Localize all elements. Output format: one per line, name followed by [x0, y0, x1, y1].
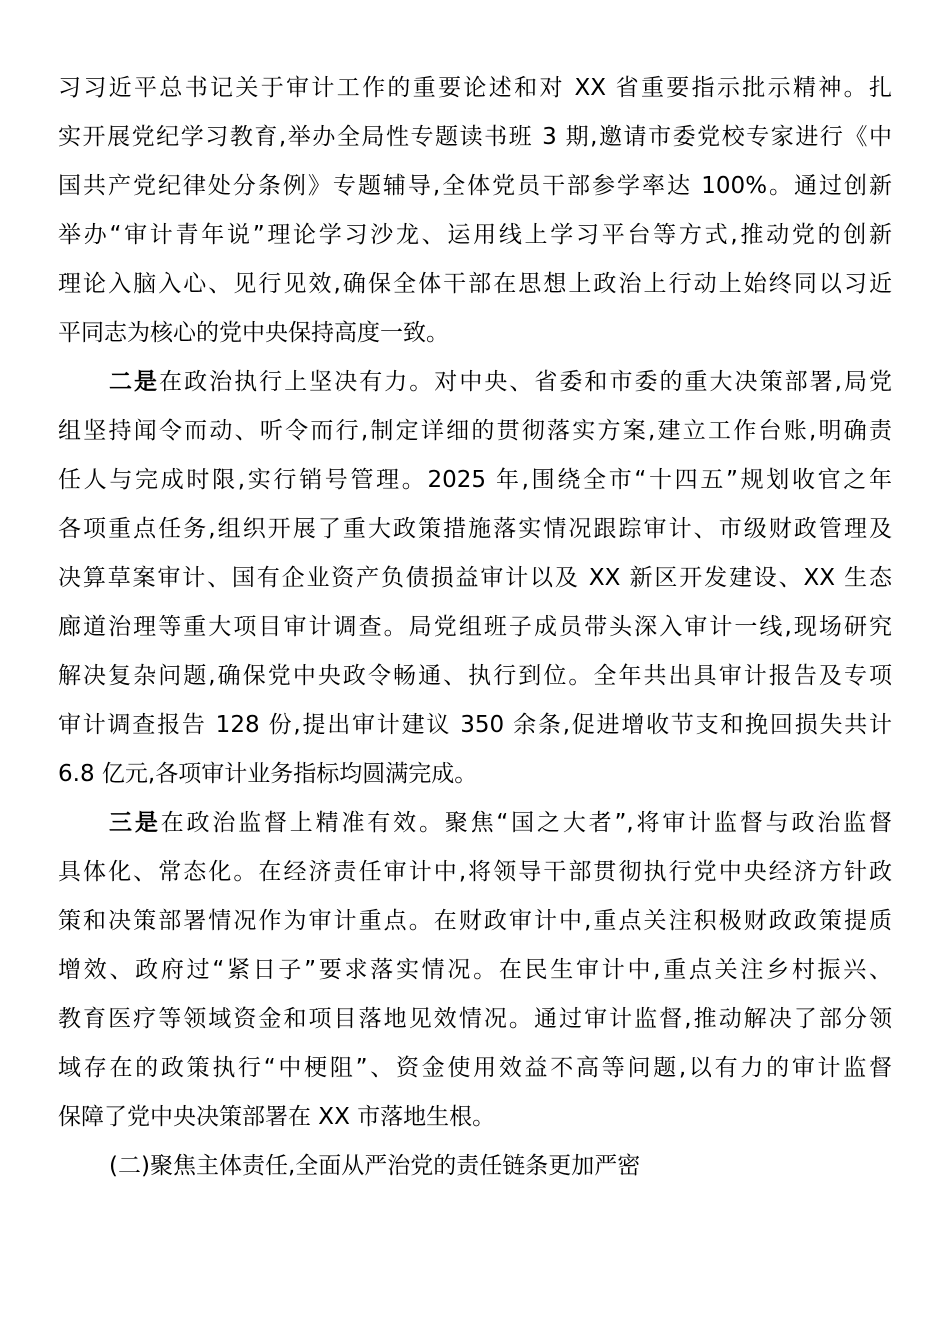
text-line: 6.8 亿元,各项审计业务指标均圆满完成。 — [58, 761, 478, 787]
text-line — [58, 362, 892, 411]
document-page — [58, 68, 892, 1195]
text-line: 增效、政府过“紧日子”要求落实情况。在民生审计中,重点关注乡村振兴、 — [58, 957, 892, 983]
text-line — [58, 803, 892, 852]
text-line: 平同志为核心的党中央保持高度一致。 — [58, 320, 449, 346]
text-line: 审计调查报告 128 份,提出审计建议 350 余条,促进增收节支和挽回损失共计 — [58, 712, 892, 738]
paragraph-political-supervision — [58, 803, 892, 1146]
text-line: 廊道治理等重大项目审计调查。局党组班子成员带头深入审计一线,现场研究 — [58, 614, 892, 640]
text-line: 理论入脑入心、见行见效,确保全体干部在思想上政治上行动上始终同以习近 — [58, 271, 892, 297]
text-line: 保障了党中央决策部署在 XX 市落地生根。 — [58, 1104, 496, 1130]
section-heading-main-responsibility — [58, 1146, 892, 1195]
text-line: 各项重点任务,组织开展了重大政策措施落实情况跟踪审计、市级财政管理及 — [58, 516, 892, 542]
text-line: 组坚持闻令而动、听令而行,制定详细的贯彻落实方案,建立工作台账,明确责 — [58, 418, 892, 444]
text-line: 具体化、常态化。在经济责任审计中,将领导干部贯彻执行党中央经济方针政 — [58, 859, 892, 885]
text-line-content: 在政治执行上坚决有力。对中央、省委和市委的重大决策部署,局党 — [159, 369, 893, 395]
paragraph-study-education — [58, 68, 892, 362]
text-line: 域存在的政策执行“中梗阻”、资金使用效益不高等问题,以有力的审计监督 — [58, 1055, 892, 1081]
text-line-content: 在政治监督上精准有效。聚焦“国之大者”,将审计监督与政治监督 — [160, 810, 892, 836]
text-line: 国共产党纪律处分条例》专题辅导,全体党员干部参学率达 100%。通过创新 — [58, 173, 892, 199]
text-line: 举办“审计青年说”理论学习沙龙、运用线上学习平台等方式,推动党的创新 — [58, 222, 892, 248]
text-line: 习习近平总书记关于审计工作的重要论述和对 XX 省重要指示批示精神。扎 — [58, 75, 892, 101]
text-line: 解决复杂问题,确保党中央政令畅通、执行到位。全年共出具审计报告及专项 — [58, 663, 892, 689]
text-line: 实开展党纪学习教育,举办全局性专题读书班 3 期,邀请市委党校专家进行《中 — [58, 124, 892, 150]
text-line: 任人与完成时限,实行销号管理。2025 年,围绕全市“十四五”规划收官之年 — [58, 467, 892, 493]
paragraph-political-execution — [58, 362, 892, 803]
text-line: 决算草案审计、国有企业资产负债损益审计以及 XX 新区开发建设、XX 生态 — [58, 565, 892, 591]
section-heading: (二)聚焦主体责任,全面从严治党的责任链条更加严密 — [109, 1153, 641, 1179]
text-line: 策和决策部署情况作为审计重点。在财政审计中,重点关注积极财政政策提质 — [58, 908, 892, 934]
paragraph-lead-heading: 三是 — [109, 810, 161, 836]
paragraph-lead-heading: 二是 — [109, 369, 160, 395]
text-line: 教育医疗等领域资金和项目落地见效情况。通过审计监督,推动解决了部分领 — [58, 1006, 892, 1032]
